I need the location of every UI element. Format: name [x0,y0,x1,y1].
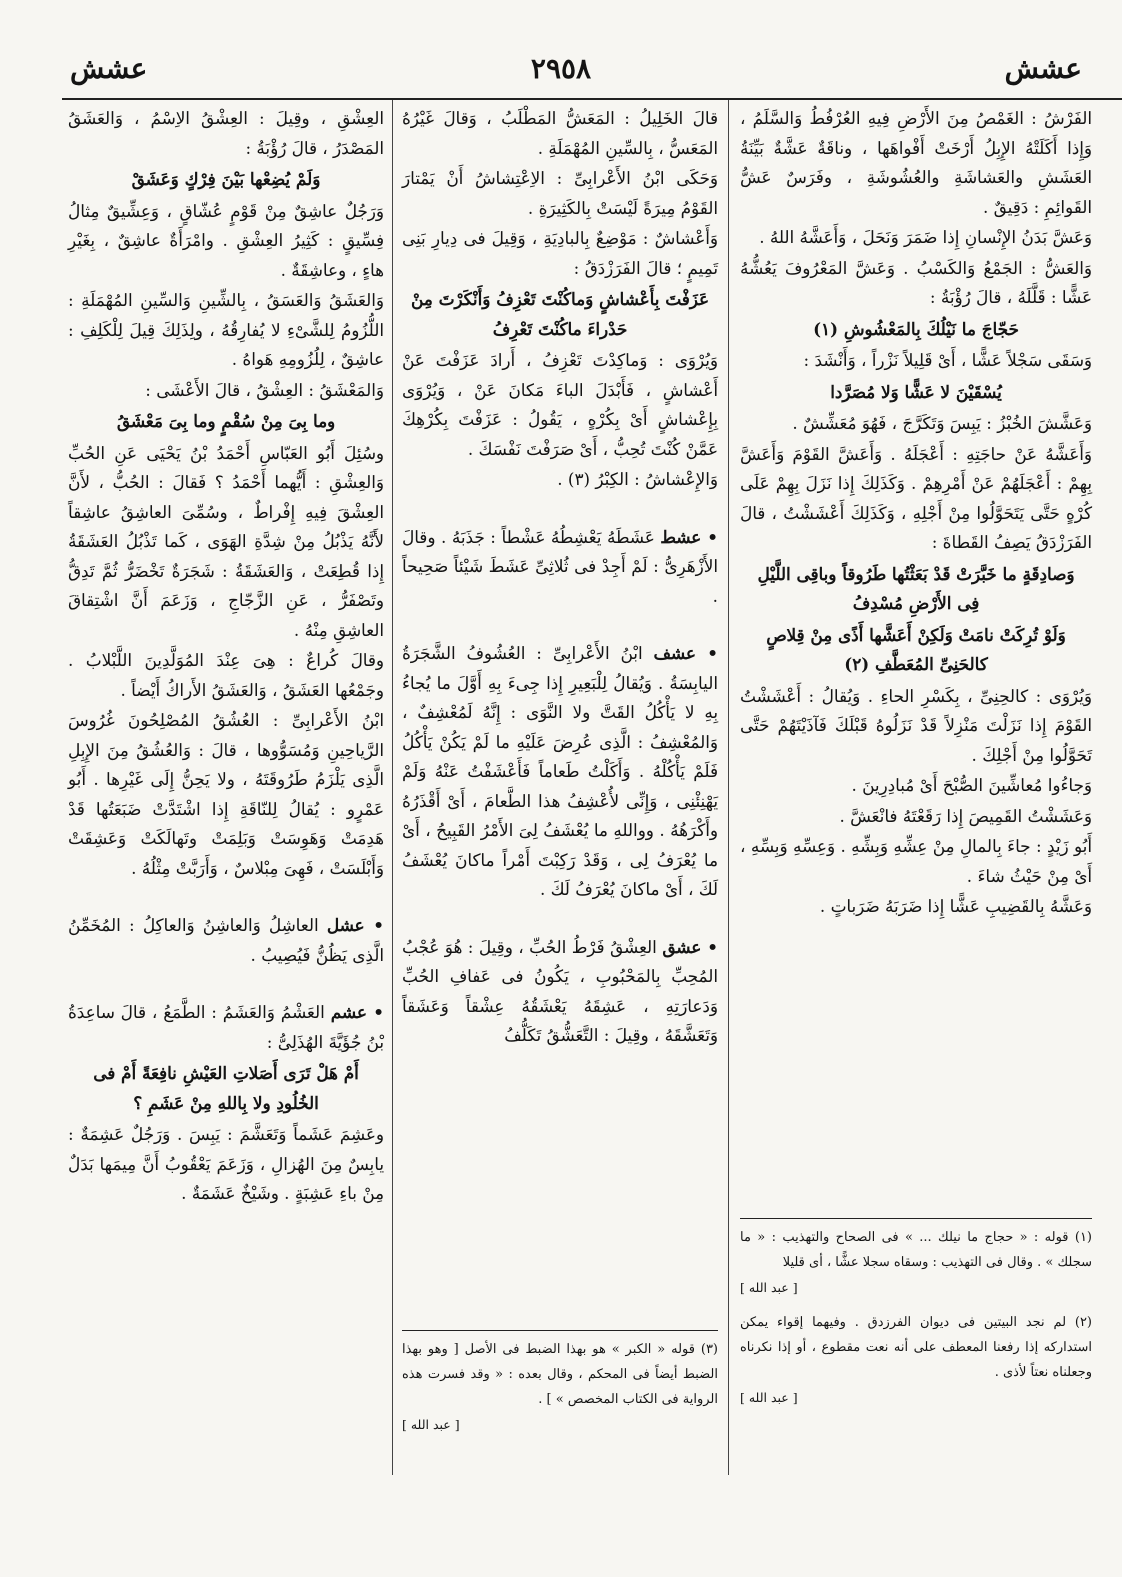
paragraph: وَأَعَشَّهُ عَنْ حاجَتِهِ : أَعْجَلَهُ . وَأَعَشَّ القَوْمَ وَأَعَشَّ بِهِمْ : أَعْجَلَهُمْ عَنْ أَمْرِهِمْ . وَكَذَلِكَ إِذا نَزَلَ بِهِمْ عَلَى كُرْهٍ حَتَّى يَتَحَوَّلُوا مِنْ أَجْلِهِ ، وَكَذَلِكَ أَعْشَشْتُ ، قالَ الفَرَزْدَقُ يَصِفُ القَطاةَ : [740,443,1092,552]
paragraph: وَعَشَّشَ الخُبْزُ : يَبِسَ وَتَكَرَّجَ ، فَهُوَ مُعَشِّشٌ . [792,413,1092,433]
paragraph: وَرَجُلٌ عاشِقٌ مِنْ قَوْمٍ عُشّاقٍ ، وَعِشِّيقٌ مِثالُ فِسِّيقٍ : كَثِيرُ العِشْقِ . وامْرَأَةٌ عاشِقٌ ، بِغَيْرِ هاءٍ ، وعاشِقَةٌ . [68,200,384,280]
footnote [402,1337,718,1437]
column-divider-right [728,100,729,1475]
footnote-text: (١) قوله : « حجاج ما نيلك ... » فى الصحاح والتهذيب : « ما سجلك » . وقال فى التهذيب : وسقاه سجلا عشًّا ، أى قليلا [740,1230,1092,1270]
paragraph: وَالعَشَقُ وَالعَسَقُ ، بِالشِّينِ وَالسِّينِ المُهْمَلَةِ : اللُّزُومُ لِلشَّىْءِ لا يُفارِقُهُ ، ولِذَلِكَ قِيلَ لِلْكَلِفِ : عاشِقٌ ، لِلُزُومِهِ هَواهُ . [68,290,384,369]
footnote-text: (٣) قوله « الكبر » هو بهذا الضبط فى الأصل [ وهو بهذا الضبط أيضاً فى المحكم ، وقال بعده : « وقد فسرت هذه الرواية فى الكتاب المخصص » ] . [402,1342,718,1407]
paragraph: وَالعَشُّ : الجَمْعُ وَالكَسْبُ . وَعَشَّ المَعْرُوفَ يَعُشُّهُ عَشًّا : قَلَّلَهُ ، قالَ رُؤْبَةُ : [740,257,1092,307]
footnote-text: (٢) لم نجد البيتين فى ديوان الفرزدق . وفيهما إقواء يمكن استداركه إذا رفعنا المعطف على أنه نعت مقطوع ، أو إذا نكرناه وجعلناه نعتاً لأذى . [740,1315,1092,1380]
entry-ashaf [402,639,718,905]
paragraph: وَعَشَشْتُ القَمِيصَ إِذا رَقَعْتَهُ فانْعَشَّ . [839,805,1092,826]
paragraph: وَالإِعْشاشُ : الكِبْرُ (٣) . [557,469,718,489]
header-root-word-right: عشش [1004,52,1082,85]
paragraph: وقالَ كُراعٌ : هِىَ عِنْدَ المُوَلَّدِينَ اللَّبْلابُ . وجَمْعُها العَشَقُ ، وَالعَشَقُ الأَراكُ أَيْضاً . [68,650,384,700]
footnote-signer: [ عبد الله ] [740,1390,798,1405]
entry-ashaq [402,933,718,1051]
header-rule [62,98,1122,100]
paragraph: وَعَشَّهُ بِالقَضِيبِ عَشًّا إِذا ضَرَبَهُ ضَرَباتٍ . [819,896,1092,916]
column-middle [402,104,718,1051]
entry-head: • عشط [660,526,718,547]
entry-text: ابْنُ الأَعْرابِىِّ : العُشُوفُ الشَّجَرَةُ اليابِسَةُ . وَيُقالُ لِلْبَعِيرِ إِذا جِىءَ بِهِ أَوَّلَ ما يُجاءُ بِهِ لا يَأْكُلُ القَتَّ ولا النَّوَى : إِنَّهُ لَمُعْشِفٌ ، وَالمُعْشِفُ : الَّذِى عُرِضَ عَلَيْهِ ما لَمْ يَكُنْ يَأْكُلُ فَلَمْ يَأْكُلْهُ . وَأَكَلْتُ طَعاماً فَأَعْشَفْتُ عَنْهُ وَلَمْ يَهْنِئْنِى ، وَإِنِّى لأُعْشِفُ هذا الطَّعامَ ، أَىْ أَقْذَرُهُ وأَكْرَهُهُ . وواللهِ ما يُعْشَفُ لِىَ الأَمْرُ القَبِيحُ ، أَىْ ما يُعْرَفُ لِى ، وَقَدْ رَكِبْتَ أَمْراً ماكانَ يُعْشَفُ لَكَ ، أَىْ ماكانَ يُعْرَفُ لَكَ . [402,643,718,899]
paragraph: وَيُرْوَى : كالحِنِىِّ ، بِكَسْرِ الحاءِ . وَيُقالُ : أَعْشَشْتُ القَوْمَ إِذا نَزَلْتَ مَنْزِلاً قَدْ نَزَلُوهُ قَبْلَكَ فَآذَيْتَهُمْ حَتَّى تَحَوَّلُوا مِنْ أَجْلِكَ . [740,685,1092,765]
footnote [740,1225,1092,1300]
paragraph: وَيُرْوَى : وَماكِدْتَ تَعْزِفُ ، أَرادَ عَزَفْتَ عَنْ أَعْشاشٍ ، فَأَبْدَلَ الباءَ مَكانَ عَنْ ، وَيُرْوَى بِإِعْشاشٍ أَىْ بِكُرْهٍ ، يَقُولُ : عَزَفْتَ بِكُرْهِكَ عَمَّنْ كُنْتَ تُحِبُّ ، أَىْ صَرَفْتَ نَفْسَكَ . [402,350,718,459]
footnotes-middle [402,1330,718,1447]
paragraph: وَجاءُوا مُعاشِّينَ الصُّبْحَ أَىْ مُبادِرِينَ . [851,775,1092,795]
entry-text: العِشْقُ فَرْطُ الحُبِّ ، وقِيلَ : هُوَ عُجْبُ المُحِبِّ بِالمَحْبُوبِ ، يَكُونُ فى عَفافِ الحُبِّ وَدَعارَتِهِ ، عَشِقَهُ يَعْشَقُهُ عِشْقاً وَعَشَقاً وَتَعَشَّقَهُ ، وقِيلَ : التَّعَشُّقُ تَكَلُّفُ [402,936,718,1045]
paragraph: وعَشِمَ عَشَماً وَتَعَشَّمَ : يَبِسَ . وَرَجُلٌ عَشِمَةٌ : يابِسٌ مِنَ الهُزالِ ، وَزَعَمَ يَعْقُوبُ أَنَّ مِيمَها بَدَلٌ مِنْ باءِ عَشِبَةٍ . وشَيْخٌ عَشَمَةٌ . [68,1124,384,1203]
paragraph: الفَرْشُ : الغَمْصُ مِنَ الأَرْضِ فِيهِ العُرْفُطُ وَالسَّلَمُ ، وَإِذا أَكَلَتْهُ الإِبِلُ أَرْخَتْ أَفْواهَها ، وناقَةٌ عَشَّةٌ بَيِّنَةُ العَشَشِ والعَشاشَةِ والعُشُوشَةِ ، وفَرَسٌ عَشُّ القَوائِمِ : دَقِيقٌ . [740,108,1092,217]
paragraph: وَعَشَّ بَدَنُ الإِنْسانِ إِذا ضَمَرَ وَنَحَلَ ، وَأَعَشَّهُ اللهُ . [759,227,1092,247]
verse: أَمْ هَلْ تَرَى أَصَلاتِ العَيْشِ نافِعَةً أَمْ فى الخُلُودِ ولا بِاللهِ مِنْ عَشَمِ ؟ [93,1063,359,1113]
verse: وما بِىَ مِنْ سُقْمٍ وما بِىَ مَعْشَقُ [116,411,336,431]
entry-ashal [68,911,384,970]
paragraph: وَالمَعْشَقُ : العِشْقُ ، قالَ الأَعْشَى : [145,379,384,400]
paragraph: وَأَعْشاشٌ : مَوْضِعٌ بِالبادِيَةِ ، وَقِيلَ فى دِيارِ بَنِى تَمِيمٍ ؛ قالَ الفَرَزْدَقُ : [402,228,718,278]
paragraph: العِشْقِ ، وقِيلَ : العِشْقُ الاِسْمُ ، وَالعَشَقُ المَصْدَرُ ، قالَ رُؤْبَةُ : [68,108,384,158]
column-divider-left [392,100,393,1475]
verse: وَلَمْ يُضِعْها بَيْنَ فِرْكٍ وَعَشَقْ [131,169,321,189]
entry-text: العَشْمُ وَالعَشَمُ : الطَّمَعُ ، قالَ ساعِدَةُ بْنُ جُؤَيَّةَ الهُذَلِىُّ : [68,1002,384,1052]
verse: حَجّاجَ ما نَيْلُكَ بِالمَعْشُوشِ (١) [813,318,1019,339]
paragraph: قالَ الخَلِيلُ : المَعَشُّ المَطْلَبُ ، وَقالَ غَيْرُهُ المَعَسُّ ، بِالسِّينِ المُهْمَلَةِ . [402,108,718,158]
entry-text: العاشِلُ وَالعاشِنُ وَالعاكِلُ : المُخَمِّنُ الَّذِى يَظُنُّ فَيُصِيبُ . [68,915,384,965]
column-left [68,104,384,1210]
entry-ashat [402,523,718,612]
paragraph: ابْنُ الأَعْرابِىِّ : العُشُقُ المُصْلِحُونَ غُرُوسَ الرَّياحِينِ وَمُسَوُّوها ، قالَ : وَالعُشُقُ مِنَ الإِبِلِ الَّذِى يَلْزَمُ طَرُوقَتَهُ ، ولا يَحِنُّ إِلَى غَيْرِها . أَبُو عَمْرٍو : يُقالُ لِلنّاقَةِ إِذا اشْتَدَّتْ ضَبَعَتُها قَدْ هَدِمَتْ وَهَوِسَتْ وَبَلِمَتْ وتَهالَكَتْ وَعَشِقَتْ وَأَبْلَسَتْ ، فَهِىَ مِبْلاسٌ ، وَأَرَبَّتْ مِثْلُهُ . [68,710,384,878]
footnote [740,1310,1092,1410]
paragraph: وَحَكَى ابْنُ الأَعْرابِىِّ : الاِعْتِشاشُ أَنْ يَمْتارَ القَوْمُ مِيرَةً لَيْسَتْ بِالكَثِيرَةِ . [402,168,718,218]
entry-text: عَشَطَهُ يَعْشِطُهُ عَشْطاً : جَذَبَهُ . وقالَ الأَزْهَرِىُّ : لَمْ أَجِدْ فى ثُلاثِىِّ عَشَطَ شَيْئاً صَحِيحاً . [402,526,718,606]
footnote-signer: [ عبد الله ] [402,1417,460,1432]
entry-asham [68,998,384,1057]
verse: وَصادِقَةٍ ما خَبَّرَتْ قَدْ بَعَثْتُها طَرُوقاً وباقِى اللَّيْلِ فِى الأَرْضِ مُسْدِفُ [757,563,1075,613]
footnotes-right [740,1218,1092,1420]
verse: وَلَوْ تُرِكَتْ نامَتْ وَلَكِنْ أَعَشَّها أَذًى مِنْ قِلاصٍ كالحَنِىِّ المُعَطَّفِ (٢) [766,624,1066,674]
entry-head: • عشل [326,915,384,935]
verse: يُسْقَيْنَ لا عَشًّا وَلا مُصَرَّدا [830,381,1002,402]
entry-head: • عشق [662,936,718,957]
paragraph: أَبُو زَيْدٍ : جاءَ بِالمالِ مِنْ عِشِّهِ وَبِشِّهِ . وَعِسِّهِ وَبِسِّهِ ، أَىْ مِنْ حَيْثُ شاءَ . [740,836,1092,886]
footnote-signer: [ عبد الله ] [740,1280,798,1295]
paragraph: وسُئِلَ أَبُو العَبّاسِ أَحْمَدُ بْنُ يَحْيَى عَنِ الحُبِّ وَالعِشْقِ : أَيُّهما أَحْمَدُ ؟ فَقالَ : الحُبُّ ، لأَنَّ العِشْقَ فِيهِ إِفْراطٌ ، وسُمِّىَ العاشِقُ عاشِقاً لأَنَّهُ يَذْبُلُ مِنْ شِدَّةِ الهَوَى ، كَما تَذْبُلُ العَشَقَةُ إِذا قُطِعَتْ ، وَالعَشَقَةُ : شَجَرَةٌ تَخْضَرُّ ثُمَّ تَدِقُّ وتَصْفَرُّ ، عَنِ الزَّجّاجِ ، وَزَعَمَ أَنَّ اشْتِقاقَ العاشِقِ مِنْهُ . [68,442,384,640]
entry-head: • عشم [330,1002,384,1022]
verse: عَزَفْتَ بِأَعْشاشٍ وَماكُنْتَ تَعْزِفُ وَأَنْكَرْتَ مِنْ حَدْراءَ ماكُنْتَ تَعْرِفُ [410,289,710,339]
paragraph: وَسَقَى سَجْلاً عَشًّا ، أَىْ قَلِيلاً نَزْراً ، وَأَنْشَدَ : [803,350,1092,370]
page-number: ٢٩٥٨ [530,52,592,85]
header-root-word-left: عشش [70,52,148,85]
entry-head: • عشف [653,643,718,663]
column-right [740,104,1092,923]
